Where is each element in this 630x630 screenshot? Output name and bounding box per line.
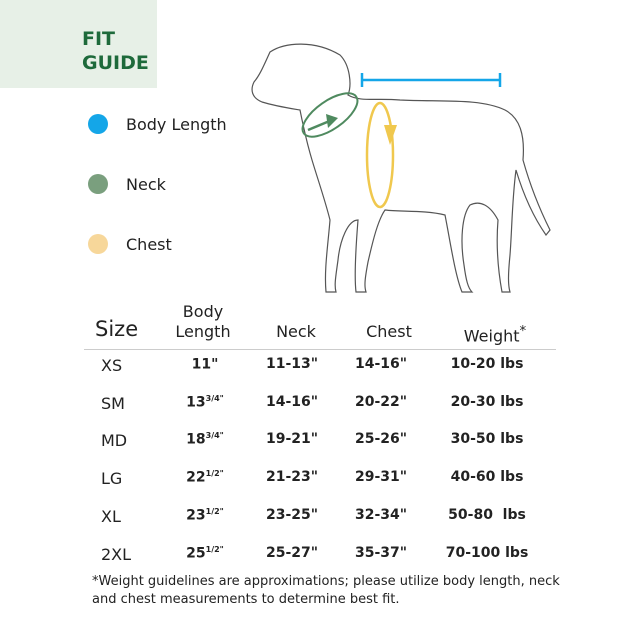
size-label: MD: [101, 431, 128, 450]
cell-size: [101, 507, 121, 526]
legend-neck: [88, 174, 166, 194]
cell-size: [101, 431, 127, 450]
body-whole: 13: [186, 394, 206, 411]
neck-value: 19-21": [265, 431, 319, 447]
header-body-line2: Length: [175, 322, 231, 341]
body-whole: 11": [191, 356, 219, 373]
neck-indicator: [296, 85, 364, 145]
cell-weight: [451, 356, 524, 372]
size-label: 2XL: [101, 545, 132, 564]
weight-value: 50-80 lbs: [448, 507, 526, 523]
cell-size: [101, 394, 125, 413]
weight-value: 30-50 lbs: [450, 431, 524, 447]
cell-neck: [266, 507, 318, 523]
chest-value: 32-34": [354, 507, 408, 523]
header-body-length: [170, 302, 236, 342]
cell-chest: [355, 507, 407, 523]
body-whole: 25: [186, 545, 206, 562]
neck-value: 14-16": [265, 394, 319, 410]
cell-body-length: [186, 394, 224, 411]
legend-chest: [88, 234, 172, 254]
body-whole: 23: [186, 507, 206, 524]
chest-value: 14-16": [354, 356, 408, 372]
body-length-indicator: [362, 73, 500, 87]
chest-value: 20-22": [354, 394, 408, 410]
size-label: SM: [101, 394, 125, 413]
cell-body-length: [186, 431, 224, 448]
weight-asterisk: *: [519, 324, 527, 339]
neck-value: 23-25": [265, 507, 319, 523]
chest-dot-icon: [88, 234, 108, 254]
header-divider: [84, 349, 556, 350]
title-line-1: FIT: [82, 28, 116, 50]
cell-chest: [355, 431, 407, 447]
chest-value: 29-31": [354, 469, 408, 485]
legend-label: Body Length: [126, 114, 227, 134]
cell-neck: [266, 356, 318, 372]
body-fraction: 3/4": [205, 394, 224, 403]
cell-body-length: [186, 545, 224, 562]
cell-weight: [451, 394, 524, 410]
page-title: [82, 27, 149, 75]
cell-body-length: [186, 507, 224, 524]
neck-value: 21-23": [265, 469, 319, 485]
legend-label: Neck: [126, 174, 166, 194]
dog-outline: [252, 44, 550, 292]
cell-chest: [355, 394, 407, 410]
header-size: Size: [95, 317, 139, 341]
legend-label: Chest: [126, 234, 172, 254]
header-body-line1: Body: [182, 302, 224, 321]
header-chest: Chest: [366, 322, 412, 341]
body-fraction: 3/4": [205, 431, 224, 440]
size-label: LG: [101, 469, 123, 488]
title-line-2: GUIDE: [82, 52, 149, 74]
weight-value: 20-30 lbs: [450, 394, 524, 410]
cell-chest: [355, 356, 407, 372]
size-label: XS: [101, 356, 123, 375]
cell-chest: [355, 545, 407, 561]
cell-neck: [266, 431, 318, 447]
weight-value: 10-20 lbs: [450, 356, 524, 372]
cell-size: [101, 356, 122, 375]
weight-value: 70-100 lbs: [445, 545, 529, 561]
footnote: *Weight guidelines are approximations; please utilize body length, neck and chest measurements to determine best fit.: [92, 574, 560, 607]
cell-weight: [448, 507, 526, 523]
chest-value: 35-37": [354, 545, 408, 561]
cell-neck: [266, 469, 318, 485]
body-length-dot-icon: [88, 114, 108, 134]
chest-value: 25-26": [354, 431, 408, 447]
weight-value: 40-60 lbs: [450, 469, 524, 485]
dog-illustration: [240, 40, 560, 300]
cell-weight: [451, 431, 524, 447]
cell-size: [101, 469, 122, 488]
cell-body-length: [186, 469, 224, 486]
neck-dot-icon: [88, 174, 108, 194]
header-weight-label: Weight: [463, 326, 520, 346]
legend-body-length: [88, 114, 227, 134]
chest-indicator: [367, 103, 397, 207]
header-neck: Neck: [276, 322, 316, 341]
cell-neck: [266, 394, 318, 410]
body-whole: 18: [186, 431, 206, 448]
cell-body-length: [192, 356, 219, 373]
cell-weight: [451, 469, 524, 485]
body-fraction: 1/2": [205, 545, 224, 554]
body-whole: 22: [186, 469, 206, 486]
cell-neck: [266, 545, 318, 561]
size-label: XL: [101, 507, 121, 526]
cell-weight: [446, 545, 529, 561]
cell-size: [101, 545, 131, 564]
neck-value: 25-27": [265, 545, 319, 561]
neck-value: 11-13": [265, 356, 319, 372]
body-fraction: 1/2": [205, 469, 224, 478]
header-weight: [455, 322, 535, 346]
cell-chest: [355, 469, 407, 485]
body-fraction: 1/2": [205, 507, 224, 516]
